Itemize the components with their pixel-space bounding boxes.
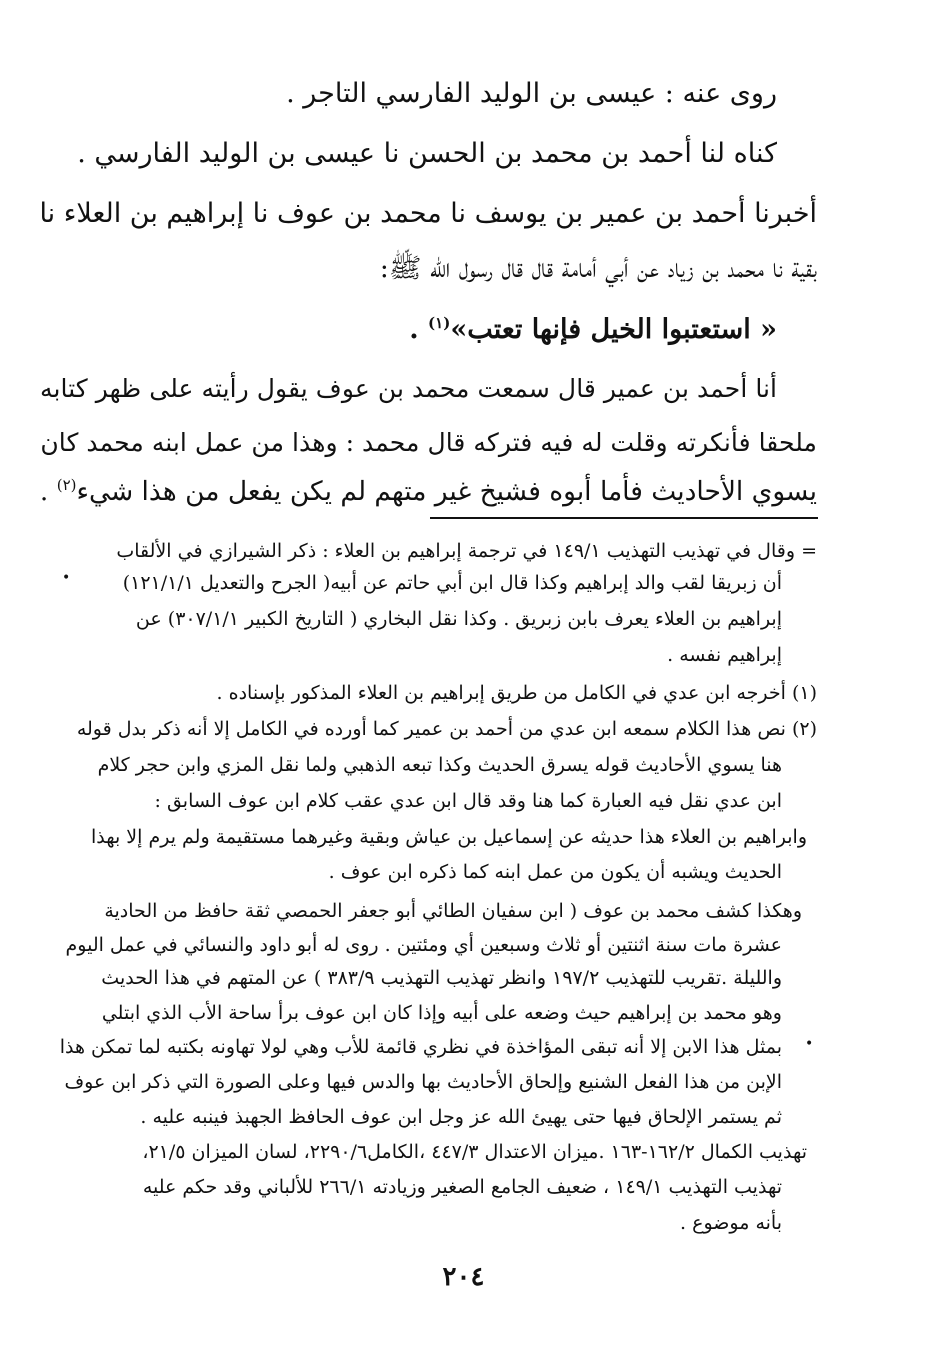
hadith-quote [409, 314, 777, 345]
footnote-2-line: ابن عدي نقل فيه العبارة كما هنا وقد قال ابن عدي عقب كلام ابن عوف السابق : [154, 790, 782, 812]
footnote-2-line: الإبن من هذا الفعل الشنيع وإلحاق الأحاديث بها والدس فيها وعلى الصورة التي ذكر ابن عوف [64, 1071, 782, 1093]
footnote-separator [430, 517, 818, 519]
page-number: ٢٠٤ [442, 1262, 485, 1292]
hadith-text: « استعتبوا الخيل فإنها تعتب» [450, 314, 777, 345]
footnote-2-line: وابراهيم بن العلاء هذا حديثه عن إسماعيل بن عياش وبقية وغيرهما مستقيمة ولم يرم إلا بهذا [90, 826, 807, 848]
main-text-line: بقية نا محمد بن زياد عن أبي أمامة قال قال رسول الله ﷺ: [379, 253, 817, 284]
footnote-line: أن زبريقا لقب والد إبراهيم وكذا قال ابن أبي حاتم عن أبيه( الجرح والتعديل ١٢١/١/١) [122, 572, 782, 594]
footnote-2-line: بمثل هذا الابن إلا أنه تبقى المؤاخذة في نظري قائمة للأب وهي لولا تهاونه بكتبه لما تمكن هذا [59, 1036, 782, 1058]
main-text-line [40, 476, 817, 507]
footnote-2-line: والليلة .تقريب للتهذيب ١٩٧/٢ وانظر تهذيب التهذيب ٣٨٣/٩ ) عن المتهم في هذا الحديث [101, 967, 782, 989]
footnote-2-line: تهذيب الكمال ١٦٢/٢-١٦٣ .ميزان الاعتدال ٤٤٧/٣ ،الكامل٢٢٩٠/٦، لسان الميزان ٢١/٥، [142, 1141, 807, 1163]
footnote-line: إبراهيم نفسه . [667, 644, 782, 666]
main-text-line: روى عنه : عيسى بن الوليد الفارسي التاجر . [286, 78, 777, 109]
main-text-segment: يسوي الأحاديث فأما أبوه فشيخ غير متهم لم يكن يفعل من هذا شيء [76, 476, 817, 507]
footnote-2-line: عشرة مات سنة اثنتين أو ثلاث وسبعين أي ومئتين . روى له أبو داود والنسائي في عمل اليوم [65, 934, 782, 956]
footnote-2-line: هنا يسوي الأحاديث قوله يسرق الحديث وكذا تبعه الذهبي ولما نقل المزي وابن حجر كلام [97, 754, 782, 776]
footnote-2-line: (٢) نص هذا الكلام سمعه ابن عدي من أحمد بن عمير كما أورده في الكامل إلا أنه ذكر بدل قوله [76, 718, 817, 740]
footnote-2-line: بأنه موضوع . [680, 1212, 782, 1234]
main-text-line: أخبرنا أحمد بن عمير بن يوسف نا محمد بن عوف نا إبراهيم بن العلاء نا [39, 198, 817, 229]
footnote-line: إبراهيم بن العلاء يعرف بابن زبريق . وكذا نقل البخاري ( التاريخ الكبير ٣٠٧/١/١) عن [135, 608, 782, 630]
main-text-line: أنا أحمد بن عمير قال سمعت محمد بن عوف يقول رأيته على ظهر كتابه [40, 374, 777, 403]
footnote-ref-2: (٢) [56, 476, 77, 495]
footnote-2-line: ثم يستمر الإلحاق فيها حتى يهيئ الله عز وجل ابن عوف الحافظ الجهبذ فينبه عليه . [140, 1106, 782, 1128]
main-text-period: . [39, 476, 57, 507]
footnote-2-line: وهو محمد بن إبراهيم حيث وضعه على أبيه وإذا كان ابن عوف برأ ساحة الأب الذي ابتلي [101, 1002, 782, 1024]
hadith-period: . [409, 314, 429, 345]
footnote-1: (١) أخرجه ابن عدي في الكامل من طريق إبراهيم بن العلاء المذكور بإسناده . [216, 682, 817, 704]
main-text-line: ملحقا فأنكرته وقلت له فيه فتركه قال محمد : وهذا من عمل ابنه محمد كان [40, 428, 817, 457]
main-text-line: كناه لنا أحمد بن محمد بن الحسن نا عيسى بن الوليد الفارسي . [77, 138, 777, 169]
footnote-line: = وقال في تهذيب التهذيب ١٤٩/١ في ترجمة إبراهيم بن العلاء : ذكر الشيرازي في الألقاب [116, 540, 817, 562]
footnote-2-line: الحديث ويشبه أن يكون من عمل ابنه كما ذكره ابن عوف . [328, 861, 782, 883]
scan-speck: • [62, 570, 71, 586]
footnote-2-line: تهذيب التهذيب ١٤٩/١ ، ضعيف الجامع الصغير وزيادته ٢٦٦/١ للألباني وقد حكم عليه [142, 1176, 782, 1198]
footnote-2-line: وهكذا كشف محمد بن عوف ( ابن سفيان الطائي أبو جعفر الحمصي ثقة حافظ من الحادية [104, 900, 802, 922]
scan-speck: • [805, 1036, 814, 1052]
footnote-ref-1: (١) [428, 314, 451, 332]
